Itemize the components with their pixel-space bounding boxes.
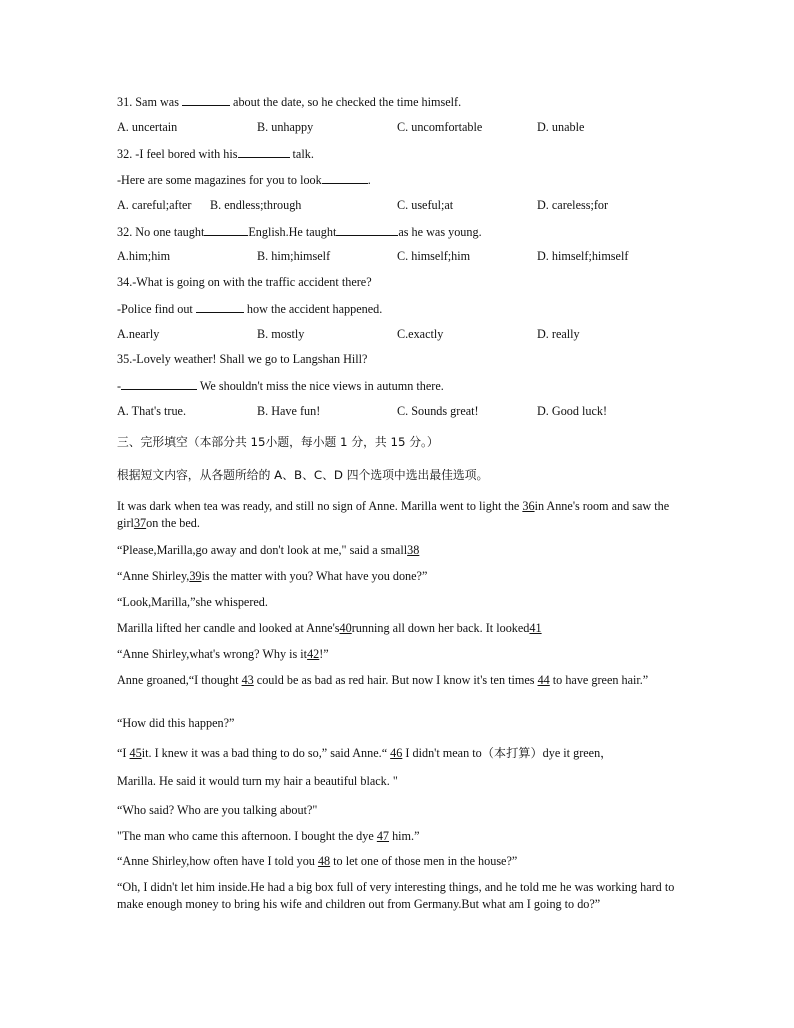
passage-text: it. I knew it was a bad thing to do so,” said Anne.“ [141,746,391,760]
question-text: -Police find out [117,302,196,316]
question-34-line2 [117,300,382,318]
question-31 [117,93,461,111]
option-b: B. Have fun! [257,404,321,418]
question-35-line1: 35.-Lovely weather! Shall we go to Langshan Hill? [117,352,368,366]
option-c: C. uncomfortable [397,120,483,134]
question-text: . [367,173,371,187]
option-d: D. himself;himself [537,249,629,263]
blank-number: 44 [537,673,550,687]
option-a: A. careful;after [117,198,192,212]
blank-number: 46 [390,746,403,760]
blank-number: 45 [129,746,142,760]
option-a: A. uncertain [117,120,178,134]
question-text: 32. -I feel bored with his [117,147,238,161]
passage-paragraph [117,828,419,845]
blank-number: 40 [339,621,352,635]
blank-number: 37 [133,516,147,530]
passage-text: "The man who came this afternoon. I bought the dye [117,829,377,843]
blank-number: 42 [307,647,320,661]
option-b: B. him;himself [257,249,331,263]
blank-number: 47 [376,829,390,843]
passage-text: in Anne's room and saw the girl [117,499,670,530]
passage-text: could be as bad as red hair. But now I know it's ten times [253,673,538,687]
answer-blank [196,300,244,313]
passage-paragraph: “Oh, I didn't let him inside.He had a big box full of very interesting things, and he told me he was working hard to make enough money to bring his wife and children out from Germany.But what am I going to do?” [117,880,675,911]
question-32a-options [117,197,687,214]
question-31-options [117,119,687,136]
option-d: D. careless;for [537,198,609,212]
option-b: B. mostly [257,327,305,341]
option-c: C. useful;at [397,198,454,212]
passage-text: It was dark when tea was ready, and still no sign of Anne. Marilla went to light the [117,499,523,513]
passage-text: to have green hair.” [549,673,649,687]
question-31-text: 31. Sam was [117,95,182,109]
answer-blank [322,171,368,184]
option-d: D. Good luck! [537,404,608,418]
answer-blank [182,93,230,106]
option-c: C.exactly [397,327,444,341]
passage-paragraph [117,646,329,663]
question-32a-line1 [117,145,314,163]
question-text: as he was young. [398,225,482,239]
option-c: C. Sounds great! [397,404,479,418]
passage-text: to let one of those men in the house?” [330,854,518,868]
option-b: B. endless;through [210,198,302,212]
question-text: We shouldn't miss the nice views in autumn there. [197,379,444,393]
passage-paragraph [117,672,677,689]
answer-blank [204,223,248,236]
option-a: A.nearly [117,327,160,341]
passage-text: “Please,Marilla,go away and don't look at me," said a small [117,543,408,557]
passage-text: “Anne Shirley,what's wrong? Why is it [117,647,308,661]
blank-number: 48 [317,854,331,868]
passage-text: “Anne Shirley,how often have I told you [117,854,318,868]
answer-blank [121,377,197,390]
question-text: -Here are some magazines for you to look [117,173,322,187]
option-d: D. unable [537,120,585,134]
passage-text: is the matter with you? What have you done?” [201,569,428,583]
question-text: English.He taught [248,225,337,239]
question-31-text-end: about the date, so he checked the time himself. [230,95,462,109]
passage-text: Marilla lifted her candle and looked at Anne's [117,621,340,635]
passage-text: him.” [389,829,420,843]
passage-text: Anne groaned,“I thought [117,673,242,687]
option-b: B. unhappy [257,120,314,134]
question-text: talk. [289,147,314,161]
question-35-options [117,403,687,420]
answer-blank [336,223,398,236]
option-a: A. That's true. [117,404,186,418]
blank-number: 36 [522,499,535,513]
passage-paragraph: “How did this happen?” [117,716,235,730]
question-34-line1: 34.-What is going on with the traffic accident there? [117,275,372,289]
passage-text: running all down her back. It looked [351,621,530,635]
answer-blank [238,145,290,158]
passage-paragraph [117,745,612,762]
passage-text: “I [117,746,130,760]
blank-number: 43 [241,673,254,687]
question-35-line2 [117,377,444,395]
passage-paragraph [117,853,517,870]
passage-paragraph [117,542,419,559]
passage-paragraph [117,498,677,532]
question-34-options [117,326,687,343]
passage-text: “Anne Shirley, [117,569,190,583]
question-32b-options [117,248,687,265]
passage-paragraph: “Who said? Who are you talking about?" [117,803,318,817]
question-text: how the accident happened. [243,302,383,316]
option-c: C. himself;him [397,249,471,263]
blank-number: 38 [407,543,420,557]
blank-number: 41 [529,621,542,635]
option-a: A.him;him [117,249,171,263]
passage-text: !” [319,647,329,661]
blank-number: 39 [189,569,202,583]
question-text: - [117,379,122,393]
passage-paragraph: “Look,Marilla,”she whispered. [117,595,268,609]
passage-paragraph: Marilla. He said it would turn my hair a beautiful black. " [117,774,398,788]
question-32a-line2 [117,171,371,189]
section-instruction: 根据短文内容，从各题所给的 A、B、C、D 四个选项中选出最佳选项。 [117,468,489,482]
question-32b [117,223,482,241]
passage-paragraph [117,568,427,585]
passage-text: on the bed. [146,516,200,530]
passage-text: I didn't mean to（本打算）dye it green， [402,746,613,760]
question-text: 32. No one taught [117,225,205,239]
passage-paragraph [117,620,542,637]
option-d: D. really [537,327,580,341]
section-heading: 三、完形填空（本部分共 15小题，每小题 1 分，共 15 分。） [117,435,439,449]
